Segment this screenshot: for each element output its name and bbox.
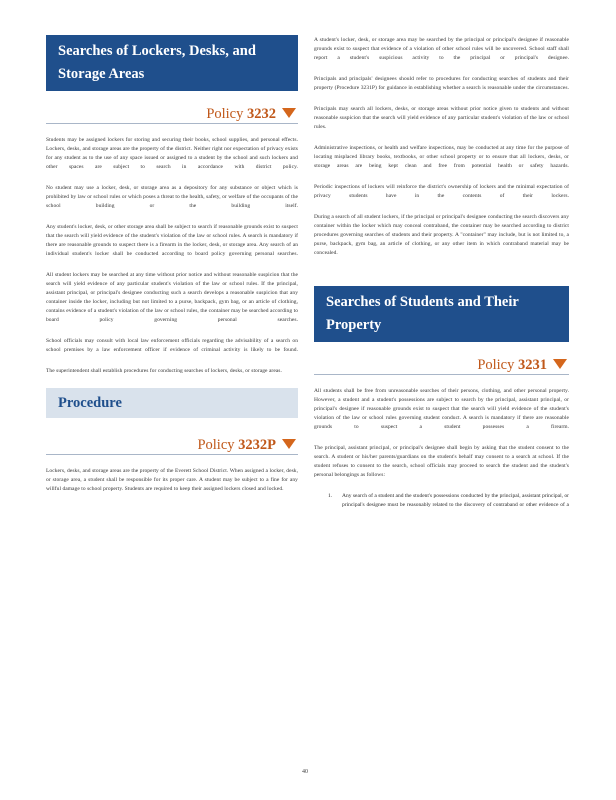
policy-number: 3232P [238,437,276,453]
section-heading-students [314,286,569,342]
triangle-down-icon [553,359,567,369]
right-column [314,36,569,510]
paragraph: A student's locker, desk, or storage area may be searched by the principal or principal's designee if reasonable grounds exist to suspect that evidence of a violation of other school rules will be uncovered. School staff shall report a student's suspicious activity to the principal or principal's designee. [314,37,569,61]
list-item [328,492,569,510]
policy-number: 3232 [247,106,276,122]
page-number: 40 [302,769,308,775]
triangle-down-icon [282,108,296,118]
policy-label-row [46,105,298,124]
policy-prefix: Policy [477,357,515,373]
paragraph: Lockers, desks, and storage areas are the property of the Everett School District. When assigned a locker, desk, or storage area, a student shall be responsible for its proper care. A student may be subject to a fine for any willful damage to school property. Students are required to keep their assigned lockers closed and locked. [46,468,298,492]
paragraph: All students shall be free from unreasonable searches of their persons, clothing, and other personal property. However, a student and a student's possessions are subject to search by the principal, assistant principal, or principal's designee if reasonable grounds exist to suspect that the search will yield evidence of the student's violation of the law or school rules governing student conduct. A search is mandatory if there are reasonable grounds to suspect a student possesses a firearm. [314,388,569,430]
paragraph: Students may be assigned lockers for storing and securing their books, school supplies, and personal effects. Lockers, desks, and storage areas are the property of the district. Neither right nor expectation of privacy exists for any student as to the use of any space issued or assigned to a student by the school and such lockers and other spaces are subject to search in accordance with district policy. [46,137,298,170]
paragraph: No student may use a locker, desk, or storage area as a depository for any substance or object which is prohibited by law or school rules or which poses a threat to the health, safety, or welfare of the occupants of the school building or the building itself. [46,185,298,209]
paragraph: The superintendent shall establish procedures for conducting searches of lockers, desks, or storage areas. [46,368,282,374]
section-heading-text: Searches of Lockers, Desks, and Storage Areas [58,43,256,82]
left-column [46,0,298,506]
paragraph: Periodic inspections of lockers will reinforce the district's ownership of lockers and the minimal expectation of privacy students have in the contents of their lockers. [314,184,569,199]
paragraph: Principals and principals' designees should refer to procedures for conducting searches of students and their property (Procedure 3231P) for guidance in establishing whether a search is reasonable under the circumstances. [314,76,569,91]
policy-label [197,437,276,453]
policy-label-row [46,436,298,455]
procedure-heading: Procedure [46,388,298,418]
policy-label [206,106,276,122]
paragraph: School officials may consult with local law enforcement officials regarding the advisability of a search on school premises by a law enforcement officer if evidence of criminal activity is likely to be found. [46,338,298,353]
policy-prefix: Policy [206,106,244,122]
paragraph: Principals may search all lockers, desks, or storage areas without prior notice given to students and without reasonable suspicion that the search will yield evidence of any particular student's violation of the law or school rules. [314,106,569,130]
policy-number: 3231 [518,357,547,373]
section-heading-lockers [46,35,298,91]
paragraph: Any student's locker, desk, or other storage area shall be subject to search if reasonable grounds exist to suspect that the search will yield evidence of the student's violation of the law or school rules. A search is mandatory if there are reasonable grounds to suspect there is a firearm in the locker, desk, or storage area. Any search of an individual student's locker shall be conducted according to board policy governing personal searches. [46,224,298,257]
list-number: 1. [328,493,333,499]
section-heading-text: Searches of Students and Their Property [326,294,519,333]
list-text: Any search of a student and the student's possessions conducted by the principal, assistant principal, or principal's designee must be reasonably related to the discovery of contraband or other evidence of a [342,493,569,508]
policy-label-row [314,356,569,375]
policy-label [477,357,547,373]
paragraph: Administrative inspections, or health and welfare inspections, may be conducted at any time for the purpose of locating misplaced library books, textbooks, or other school property or to ensure that all lockers, desks, or storage areas are being kept clean and free from potential health or safety hazards. [314,145,569,169]
paragraph: During a search of all student lockers, if the principal or principal's designee conducting the search discovers any container within the locker which may conceal contraband, the container may be searched according to district procedures governing searches of students and their property. A "container" may include, but is not limited to, a purse, backpack, gym bag, an article of clothing, or any other item in which contraband material may be concealed. [314,214,569,256]
triangle-down-icon [282,439,296,449]
policy-prefix: Policy [197,437,235,453]
paragraph: The principal, assistant principal, or principal's designee shall begin by asking that the student consent to the search. A student or his/her parents/guardians on the student's behalf may consent to a search at school. If the student refuses to consent to the search, school officials may proceed to search the student and the student's personal belongings as follows: [314,445,569,478]
paragraph: All student lockers may be searched at any time without prior notice and without reasonable suspicion that the search will yield evidence of any particular student's violation of the law or school rules. If the principal, assistant principal, or principal's designee conducting such a search develops a reasonable suspicion that any container inside the locker, including but not limited to a purse, backpack, gym bag, or an article of clothing, contains evidence of a student's violation of the law or school rules, the container may be searched according to board policy governing personal searches. [46,272,298,323]
